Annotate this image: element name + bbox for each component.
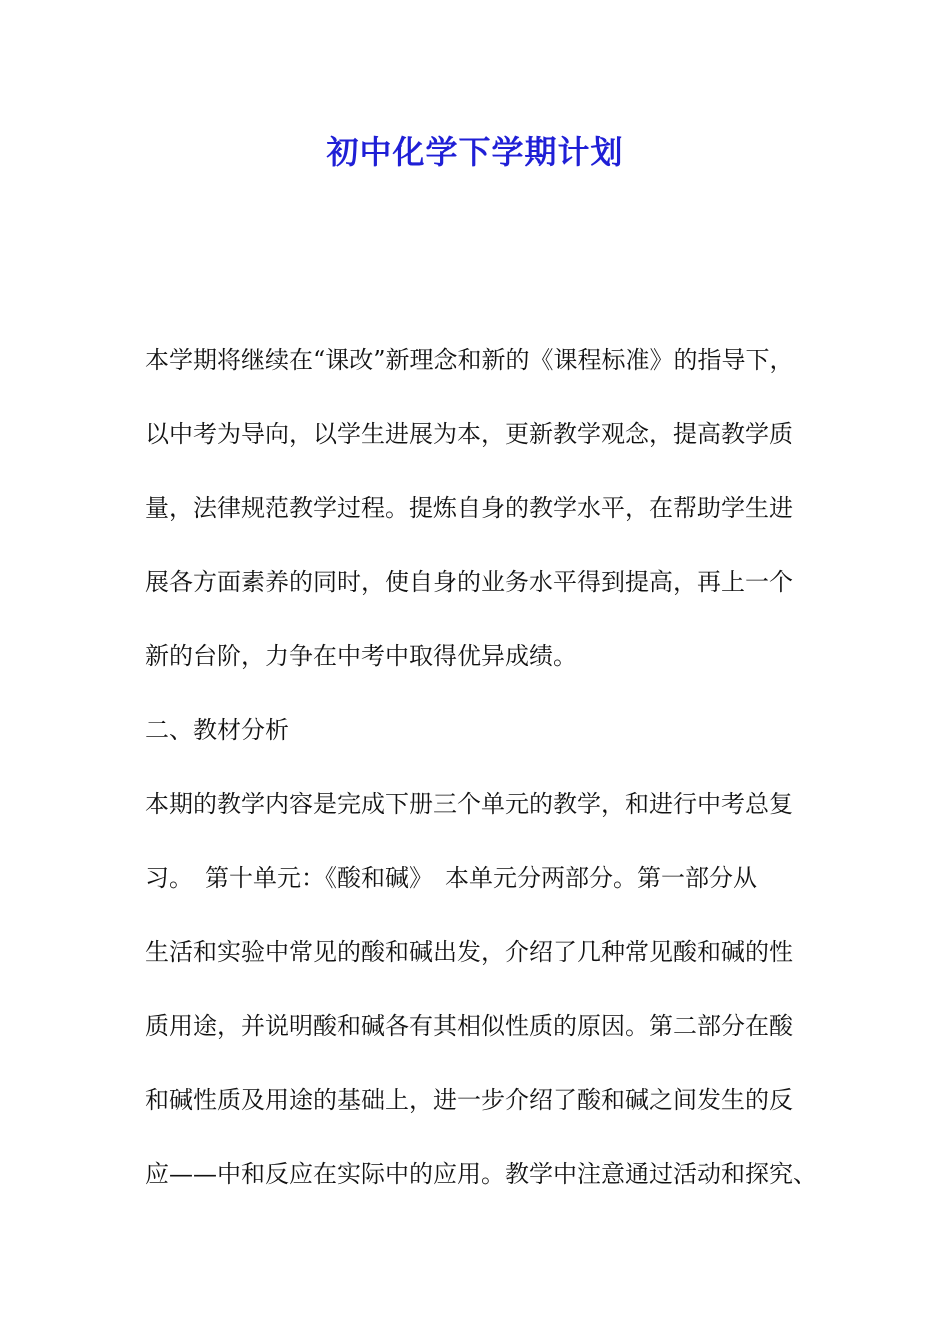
body-line: 生活和实验中常见的酸和碱出发，介绍了几种常见酸和碱的性	[145, 938, 793, 966]
body-line: 以中考为导向，以学生进展为本，更新教学观念，提高教学质	[145, 420, 793, 448]
body-line: 本期的教学内容是完成下册三个单元的教学，和进行中考总复	[145, 790, 793, 818]
body-line: 应——中和反应在实际中的应用。教学中注意通过活动和探究、	[145, 1160, 817, 1188]
document-body	[145, 340, 835, 1228]
body-line: 展各方面素养的同时，使自身的业务水平得到提高，再上一个	[145, 568, 793, 596]
body-line: 质用途，并说明酸和碱各有其相似性质的原因。第二部分在酸	[145, 1012, 793, 1040]
body-line: 新的台阶，力争在中考中取得优异成绩。	[145, 642, 577, 670]
body-line: 量，法律规范教学过程。提炼自身的教学水平，在帮助学生进	[145, 494, 793, 522]
document-title: 初中化学下学期计划	[326, 133, 624, 171]
section-heading: 二、教材分析	[145, 716, 289, 744]
body-line: 和碱性质及用途的基础上，进一步介绍了酸和碱之间发生的反	[145, 1086, 793, 1114]
body-line: 本学期将继续在“课改”新理念和新的《课程标准》的指导下，	[145, 346, 794, 374]
body-line: 习。 第十单元：《酸和碱》 本单元分两部分。第一部分从	[145, 864, 757, 892]
